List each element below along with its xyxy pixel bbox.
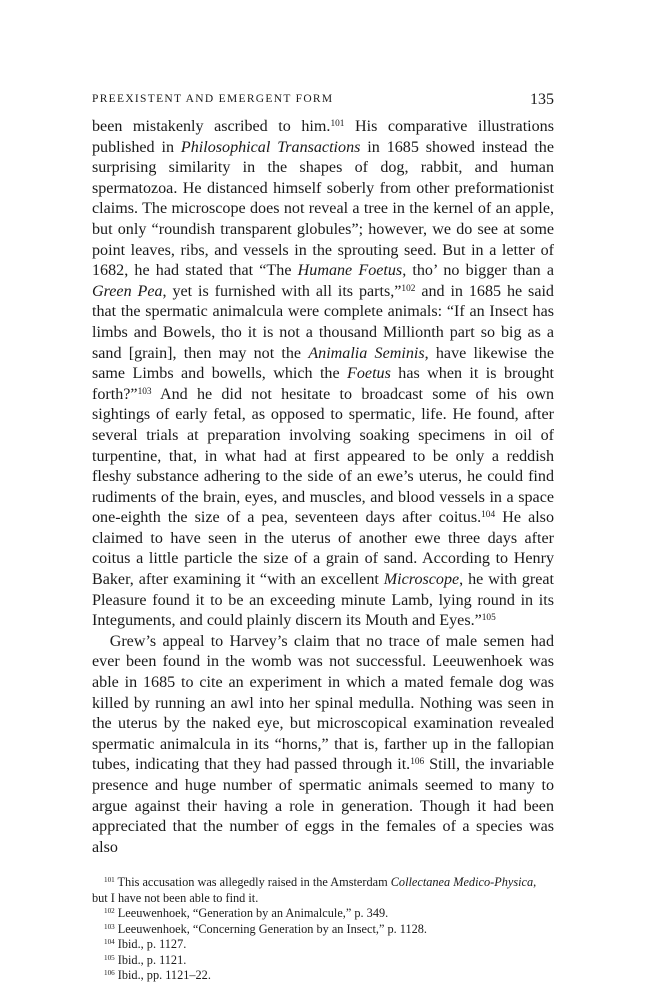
italic-green-pea: Green Pea — [92, 282, 163, 300]
footnote-ref-106: 106 — [410, 757, 425, 768]
footnote-number: 101 — [104, 876, 115, 885]
footnote-ref-103: 103 — [137, 386, 152, 397]
text-run: He also claimed to have seen in the uterus of another ewe three days after coitus a little particle the size of a grain of sand. According to Henry Baker, after examining it “with an excellent — [92, 509, 554, 589]
footnote-text: This accusation was allegedly raised in the Amsterdam — [114, 875, 391, 890]
footnotes — [92, 875, 554, 984]
text-run: Grew’s appeal to Harvey’s claim that no trace of male semen had ever been found in the womb was not successful. Leeuwenhoek was able in 1685 to cite an experiment in which a mated female dog was killed by running an awl into her spinal medulla. Nothing was seen in the uterus by the naked eye, but microscopical examination revealed spermatic animalcula in its “horns,” that is, farther up in the fallopian tubes, indicating that they had passed through it. — [92, 632, 554, 774]
text-run: in 1685 showed instead the surprising similarity in the shapes of dog, rabbit, and human spermatozoa. He distanced himself soberly from other preformationist claims. The microscope does not reveal a tree in the kernel of an apple, but only “roundish transparent globules”; however, we do see at some point leaves, ribs, and vessels in the sprouting seed. But in a letter of 1682, he had stated that “The — [92, 138, 554, 280]
running-head: PREEXISTENT AND EMERGENT FORM — [92, 93, 334, 105]
footnote-103 — [104, 922, 554, 938]
text-run: and in 1685 he said that the spermatic animalcula were complete animals: “If an Insect has limbs and Bowels, tho it is not a thousand Millionth part so big as a sand [grain], then may not the — [92, 282, 554, 362]
text-run: , have likewise the same Limbs and bowells, which the — [92, 344, 554, 383]
footnote-text: Leeuwenhoek, “Generation by an Animalcule,” p. 349. — [114, 906, 389, 921]
body-text — [92, 117, 554, 858]
footnote-106 — [104, 968, 554, 984]
footnote-text: Ibid., p. 1127. — [114, 937, 187, 952]
italic-animalia-seminis: Animalia Seminis — [308, 344, 425, 362]
footnote-number: 104 — [104, 938, 115, 947]
footnote-ref-101: 101 — [330, 118, 345, 129]
footnote-text: , — [533, 875, 537, 890]
footnote-text: Leeuwenhoek, “Concerning Generation by an Insect,” p. 1128. — [114, 921, 428, 936]
text-run: , yet is furnished with all its parts,” — [162, 282, 402, 300]
footnote-101 — [104, 875, 554, 891]
italic-humane-foetus: Humane Foetus — [297, 262, 403, 280]
page-header — [92, 91, 554, 113]
footnote-101-continuation — [92, 891, 554, 907]
text-run: , he with great Pleasure found it to be an exceeding minute Lamb, lying round in its Integuments, and could plainly discern its Mouth and Eyes.” — [92, 571, 554, 630]
footnote-number: 106 — [104, 969, 115, 978]
footnote-ref-105: 105 — [481, 613, 496, 624]
italic-collectanea-title: Collectanea Medico-Physica — [390, 875, 534, 890]
footnote-text: Ibid., pp. 1121–22. — [114, 968, 211, 983]
text-run: Still, the invariable presence and huge number of spermatic animals seemed to many to argue against their having a role in generation. Though it had been appreciated that the number of eggs in the females of a species was also — [92, 756, 554, 856]
text-run: And he did not hesitate to broadcast some of his own sightings of early fetal, as opposed to spermatic, life. He found, after several trials at preparation involving soaking specimens in oil of turpentine, that, in what had at first appeared to be only a reddish fleshy substance adhering to the side of an ewe’s uterus, he could find rudiments of the brain, eyes, and muscles, and blood vessels in a space one-eighth the size of a pea, seventeen days after coitus. — [92, 385, 554, 527]
text-run: , tho’ no bigger than a — [402, 262, 554, 280]
book-page — [92, 91, 554, 984]
footnote-ref-104: 104 — [481, 510, 496, 521]
footnote-102 — [104, 906, 554, 922]
footnote-text: Ibid., p. 1121. — [114, 952, 187, 967]
paragraph-2 — [92, 632, 554, 859]
footnote-number: 102 — [104, 907, 115, 916]
footnote-number: 103 — [104, 922, 115, 931]
italic-foetus: Foetus — [347, 365, 391, 383]
footnote-ref-102: 102 — [401, 283, 416, 294]
italic-title-philosophical-transactions: Philosophical Transactions — [180, 138, 361, 156]
paragraph-1 — [92, 117, 554, 632]
text-run: has when it is brought forth?” — [92, 365, 555, 403]
text-run: His comparative illustrations published in — [92, 118, 554, 156]
footnote-104 — [104, 937, 554, 953]
footnote-105 — [104, 953, 554, 969]
footnote-number: 105 — [104, 953, 115, 962]
italic-microscope: Microscope — [383, 571, 460, 589]
page-number: 135 — [530, 91, 554, 108]
footnote-text: but I have not been able to find it. — [92, 890, 259, 905]
text-run: been mistakenly ascribed to him. — [92, 118, 331, 135]
